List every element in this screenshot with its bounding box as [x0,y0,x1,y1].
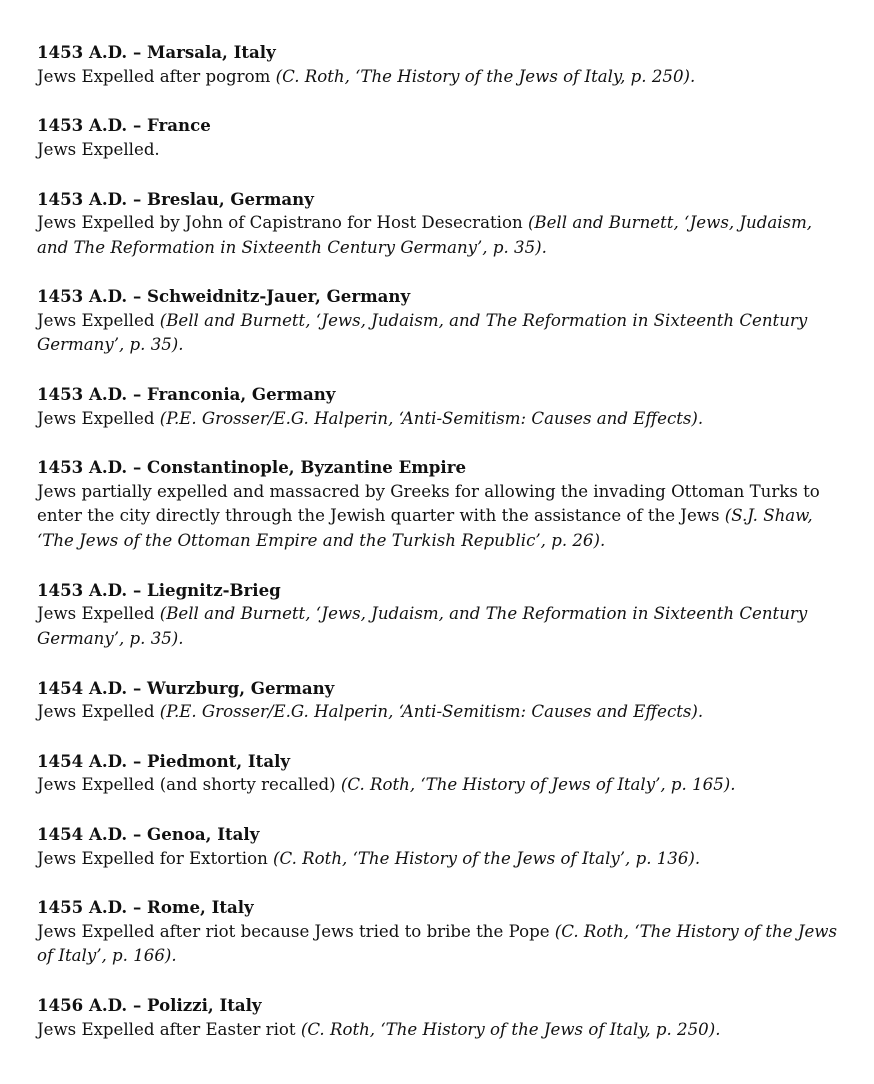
entry-source: (Bell and Burnett, ‘Jews, Judaism, and The Reformation in Sixteenth Century Germany’, p. 35). [37,213,813,257]
entry-heading: 1454 A.D. – Piedmont, Italy [37,750,291,771]
entry-body [37,138,847,163]
timeline-entry [37,187,847,261]
entry-source: (Bell and Burnett, ‘Jews, Judaism, and The Reformation in Sixteenth Century Germany’, p. 35). [37,310,808,355]
entry-text: Jews Expelled [37,310,160,330]
entry-source: (Bell and Burnett, ‘Jews, Judaism, and The Reformation in Sixteenth Century Germany’, p. 35). [37,604,808,648]
entry-heading: 1456 A.D. – Polizzi, Italy [37,995,262,1016]
timeline-entry [37,822,847,871]
document-page [37,40,847,1067]
entry-heading: 1453 A.D. – Breslau, Germany [37,188,314,209]
entry-text: Jews Expelled after pogrom [37,66,276,86]
entry-body [37,211,847,260]
entry-heading: 1454 A.D. – Wurzburg, Germany [37,677,335,698]
entry-source: (C. Roth, ‘The History of the Jews of Italy’, p. 166). [37,921,838,966]
entry-heading: 1454 A.D. – Genoa, Italy [37,824,260,845]
entry-source: (C. Roth, ‘The History of the Jews of Italy, p. 250). [275,66,696,86]
entry-text: Jews Expelled after riot because Jews tried to bribe the Pope [37,921,555,941]
entry-text: Jews partially expelled and massacred by Greeks for allowing the invading Ottoman Turks to enter the city directly through the Jewish quarter with the assistance of the Jews [37,481,820,526]
entry-source: (S.J. Shaw, ‘The Jews of the Ottoman Empire and the Turkish Republic’, p. 26). [37,506,813,550]
entry-heading: 1453 A.D. – Marsala, Italy [37,42,276,62]
entry-body [37,847,847,872]
entry-source: (P.E. Grosser/E.G. Halperin, ‘Anti-Semitism: Causes and Effects). [159,408,704,428]
entry-body [37,920,847,969]
entry-heading: 1453 A.D. – France [37,115,211,136]
entry-heading: 1453 A.D. – Liegnitz-Brieg [37,579,281,600]
timeline-entry [37,455,847,553]
entry-source: (C. Roth, ‘The History of Jews of Italy’, p. 165). [340,775,736,795]
timeline-entry [37,993,847,1042]
entry-heading: 1453 A.D. – Franconia, Germany [37,384,336,405]
timeline-entry [37,676,847,725]
entry-body [37,65,847,90]
entry-source: (C. Roth, ‘The History of the Jews of Italy, p. 250). [300,1019,721,1039]
entry-body [37,1018,847,1043]
entry-body [37,480,847,554]
entry-body [37,309,847,358]
entry-heading: 1453 A.D. – Schweidnitz-Jauer, Germany [37,286,411,307]
entry-text: Jews Expelled [37,702,160,722]
entry-body [37,773,847,798]
entry-body [37,700,847,725]
timeline-entry [37,382,847,431]
timeline-entry [37,895,847,969]
entry-text: Jews Expelled after Easter riot [37,1019,301,1039]
entry-source: (P.E. Grosser/E.G. Halperin, ‘Anti-Semitism: Causes and Effects). [159,702,704,722]
entry-heading: 1455 A.D. – Rome, Italy [37,897,254,918]
entry-body [37,602,847,651]
entry-heading: 1453 A.D. – Constantinople, Byzantine Empire [37,457,467,478]
timeline-entry [37,113,847,162]
entry-text: Jews Expelled. [37,139,160,159]
timeline-entry [37,284,847,358]
entry-text: Jews Expelled [37,604,160,624]
entry-text: Jews Expelled [37,408,160,428]
timeline-entry [37,749,847,798]
entry-text: Jews Expelled (and shorty recalled) [37,775,341,795]
timeline-entry [37,578,847,652]
timeline-entry [37,40,847,89]
entry-source: (C. Roth, ‘The History of the Jews of Italy’, p. 136). [273,848,701,868]
entry-text: Jews Expelled for Extortion [37,848,274,868]
entry-body [37,407,847,432]
entry-text: Jews Expelled by John of Capistrano for Host Desecration [37,213,528,233]
